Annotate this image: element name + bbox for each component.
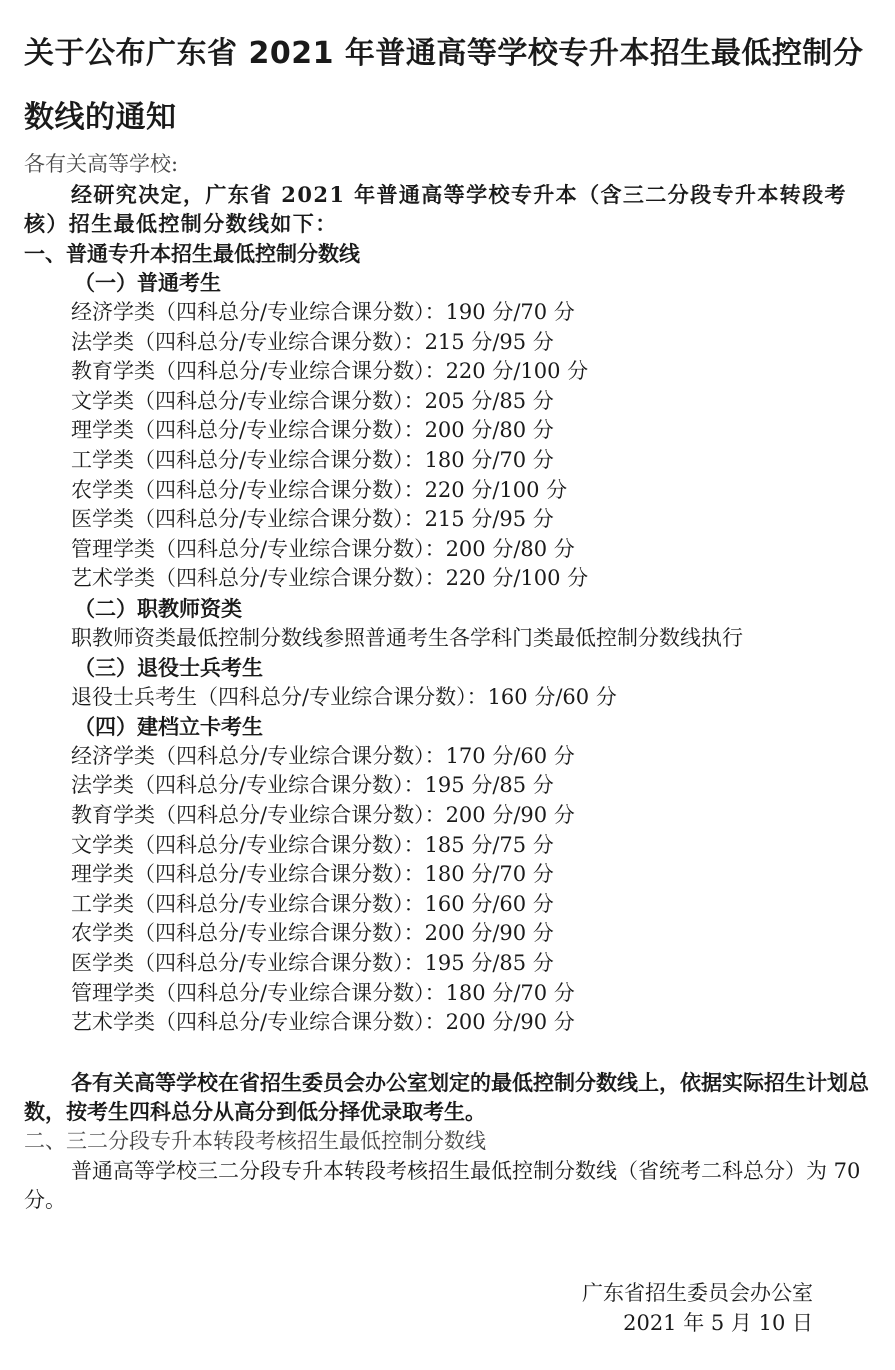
section2-text: 普通高等学校三二分段专升本转段考核招生最低控制分数线（省统考二科总分）为 70 分。 [24, 1158, 861, 1213]
issue-date: 2021 年 5 月 10 日 [623, 1311, 813, 1335]
score-line: 工学类（四科总分/专业综合课分数）：160 分/60 分 [71, 891, 554, 916]
score-line: 教育学类（四科总分/专业综合课分数）：220 分/100 分 [71, 359, 589, 384]
notice-body [24, 150, 874, 1216]
score-line: 农学类（四科总分/专业综合课分数）：220 分/100 分 [71, 477, 568, 502]
poverty-score-list [24, 742, 874, 1038]
signature-block [582, 1278, 813, 1338]
score-line: 艺术学类（四科总分/专业综合课分数）：200 分/90 分 [71, 1010, 575, 1035]
score-line: 管理学类（四科总分/专业综合课分数）：200 分/80 分 [71, 536, 575, 561]
general-score-list [24, 298, 874, 594]
admission-note: 各有关高等学校在省招生委员会办公室划定的最低控制分数线上，依据实际招生计划总数，按考生四科总分从高分到低分择优录取考生。 [24, 1069, 869, 1125]
veterans-text: 退役士兵考生（四科总分/专业综合课分数）：160 分/60 分 [71, 684, 617, 709]
vocational-text: 职教师资类最低控制分数线参照普通考生各学科门类最低控制分数线执行 [71, 625, 743, 650]
score-line: 医学类（四科总分/专业综合课分数）：195 分/85 分 [71, 951, 554, 976]
score-line: 医学类（四科总分/专业综合课分数）：215 分/95 分 [71, 507, 554, 532]
score-line: 工学类（四科总分/专业综合课分数）：180 分/70 分 [71, 447, 554, 472]
score-line: 经济学类（四科总分/专业综合课分数）：170 分/60 分 [71, 743, 575, 768]
score-line: 经济学类（四科总分/专业综合课分数）：190 分/70 分 [71, 299, 575, 324]
general-heading: （一）普通考生 [74, 270, 221, 296]
salutation: 各有关高等学校: [24, 152, 179, 176]
section1-heading: 一、普通专升本招生最低控制分数线 [24, 240, 360, 266]
notice-title: 关于公布广东省 2021 年普通高等学校专升本招生最低控制分数线的通知 [24, 36, 864, 135]
veterans-heading: （三）退役士兵考生 [74, 655, 263, 681]
score-line: 法学类（四科总分/专业综合课分数）：195 分/85 分 [71, 773, 554, 798]
issuing-office: 广东省招生委员会办公室 [582, 1281, 813, 1305]
score-line: 教育学类（四科总分/专业综合课分数）：200 分/90 分 [71, 803, 575, 828]
score-line: 农学类（四科总分/专业综合课分数）：200 分/90 分 [71, 921, 554, 946]
poverty-heading: （四）建档立卡考生 [74, 714, 263, 740]
vocational-heading: （二）职教师资类 [74, 595, 242, 621]
section2-heading: 二、三二分段专升本转段考核招生最低控制分数线 [24, 1129, 486, 1153]
score-line: 管理学类（四科总分/专业综合课分数）：180 分/70 分 [71, 980, 575, 1005]
score-line: 文学类（四科总分/专业综合课分数）：205 分/85 分 [71, 388, 554, 413]
paragraph-gap [24, 1038, 874, 1068]
score-line: 文学类（四科总分/专业综合课分数）：185 分/75 分 [71, 832, 554, 857]
intro-paragraph: 经研究决定，广东省 2021 年普通高等学校专升本（含三二分段专升本转段考核）招生最低控制分数线如下： [24, 181, 847, 237]
score-line: 艺术学类（四科总分/专业综合课分数）：220 分/100 分 [71, 566, 589, 591]
score-line: 理学类（四科总分/专业综合课分数）：200 分/80 分 [71, 418, 554, 443]
score-line: 理学类（四科总分/专业综合课分数）：180 分/70 分 [71, 862, 554, 887]
score-line: 法学类（四科总分/专业综合课分数）：215 分/95 分 [71, 329, 554, 354]
